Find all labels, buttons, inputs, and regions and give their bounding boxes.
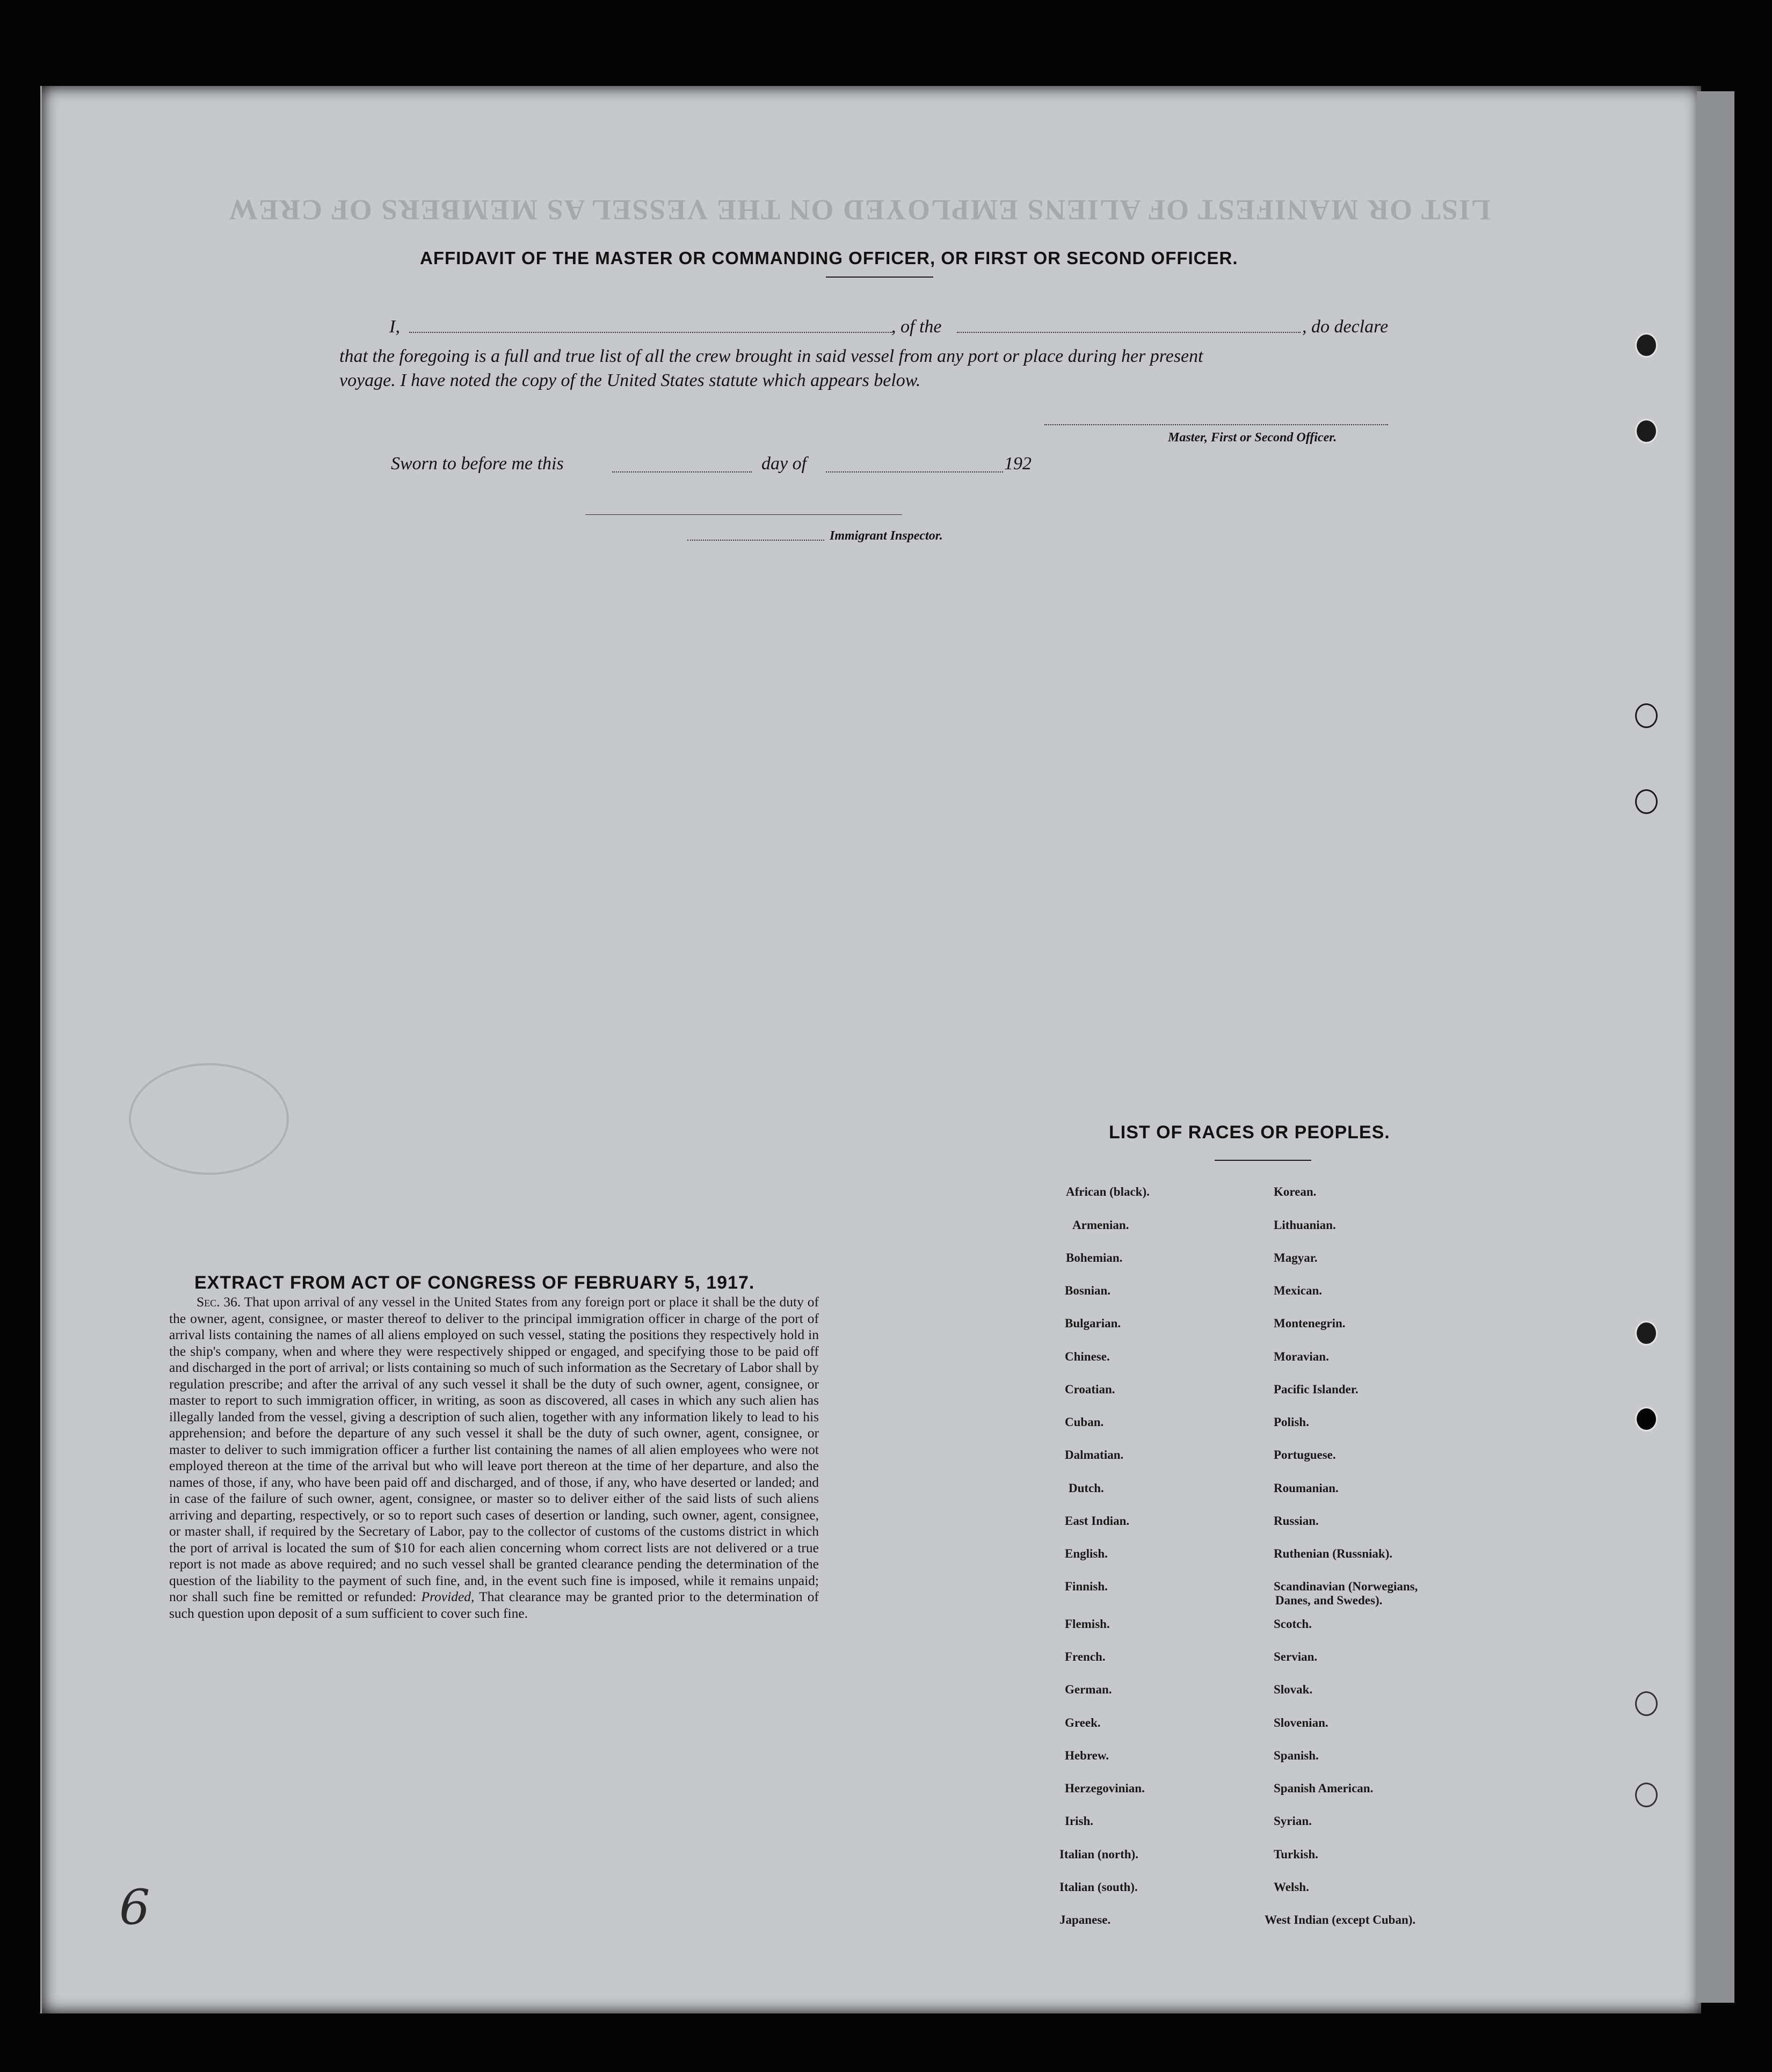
race-item: Bulgarian. — [1065, 1317, 1121, 1330]
extract-title: EXTRACT FROM ACT OF CONGRESS OF FEBRUARY 5, 1917. — [194, 1273, 755, 1293]
handwritten-mark: 6 — [119, 1879, 150, 1936]
race-item: Croatian. — [1065, 1383, 1115, 1396]
section-label: Sec. 36. — [197, 1294, 241, 1310]
race-item: Japanese. — [1059, 1913, 1111, 1926]
race-item: Russian. — [1274, 1514, 1319, 1528]
binder-hole — [1635, 703, 1658, 728]
faded-stamp — [129, 1063, 289, 1175]
race-item: Roumanian. — [1274, 1481, 1339, 1495]
race-item: German. — [1065, 1683, 1112, 1696]
signature-blank — [1044, 424, 1388, 425]
affidavit-line2: that the foregoing is a full and true list of all the crew brought in said vessel from any port or place during her present — [339, 346, 1203, 366]
inspector-blank — [585, 514, 902, 515]
race-item: Slovenian. — [1274, 1716, 1328, 1729]
binder-hole — [1635, 1321, 1658, 1346]
affidavit-title: AFFIDAVIT OF THE MASTER OR COMMANDING OFFICER, OR FIRST OR SECOND OFFICER. — [420, 248, 1238, 268]
binder-hole — [1635, 1783, 1658, 1807]
race-item: Ruthenian (Russniak). — [1274, 1547, 1393, 1560]
race-item: Portuguese. — [1274, 1448, 1336, 1462]
race-item: Bosnian. — [1065, 1284, 1111, 1297]
race-item: Scandinavian (Norwegians, — [1274, 1580, 1418, 1593]
race-item: West Indian (except Cuban). — [1265, 1913, 1416, 1926]
sworn-month-blank — [826, 471, 1003, 472]
bleed-through-title: LIST OR MANIFEST OF ALIENS EMPLOYED ON THE VESSEL AS MEMBERS OF CREW — [228, 194, 1491, 226]
statute-body: That upon arrival of any vessel in the United States from any foreign port or place it shall be the duty of the owner, agent, consignee, or master thereof to deliver to the principal immigration officer in charge of the port of arrival lists containing the names of all aliens employed on such vessel, stating the positions they respectively hold in the ship's company, when and where they were respectively shipped or engaged, and specifying those to be paid off and discharged in the port of arrival; or lists containing so much of such information as the Secretary of Labor shall by regulation prescribe; and after the arrival of any such vessel it shall be the duty of such owner, agent, consignee, or master to report to such immigration officer, in writing, as soon as discovered, all cases in which any such alien has illegally landed from the vessel, giving a description of such alien, together with any information likely to lead to his apprehension; and before the departure of any such vessel it shall be the duty of such owner, agent, consignee, or master to deliver to such immigration officer a further list containing the names of all alien employees who were not employed thereon at the time of the arrival but who will leave port thereon at the time of her departure, and also the names of those, if any, who have been paid off and discharged, and of those, if any, who have deserted or landed; and in case of the failure of such owner, agent, consignee, or master so to deliver either of the said lists of such aliens arriving and departing, respectively, or so to report such cases of desertion or landing, such owner, agent, consignee, or master shall, if required by the Secretary of Labor, pay to the collector of customs of the customs district in which the port of arrival is located the sum of $10 for each alien concerning whom correct lists are not delivered or a true report is not made as above required; and no such vessel shall be granted clearance pending the determination of the question of the liability to the payment of such fine, and, in the event such fine is imposed, while it remains unpaid; nor shall such fine be remitted or refunded: — [169, 1294, 819, 1604]
race-item: Flemish. — [1065, 1617, 1110, 1631]
race-item: East Indian. — [1065, 1514, 1130, 1528]
statute-body-end: That clearance may be granted prior to the determination of such question upon deposit of a sum sufficient to cover such fine. — [169, 1589, 819, 1621]
inspector-caption: Immigrant Inspector. — [830, 529, 943, 543]
race-item: African (black). — [1066, 1185, 1150, 1198]
affidavit-of-the: , of the — [891, 317, 942, 337]
race-item: Montenegrin. — [1274, 1317, 1346, 1330]
binder-hole — [1635, 789, 1658, 814]
race-item: Hebrew. — [1065, 1749, 1109, 1762]
name-blank — [409, 332, 892, 333]
race-item: English. — [1065, 1547, 1108, 1560]
race-item: Cuban. — [1065, 1415, 1104, 1429]
race-item: French. — [1065, 1650, 1106, 1663]
race-item: Scotch. — [1274, 1617, 1312, 1631]
inspector-dots — [687, 540, 824, 541]
vessel-blank — [957, 332, 1301, 333]
race-item: Dutch. — [1069, 1481, 1104, 1495]
race-item: Italian (south). — [1059, 1880, 1138, 1894]
race-item: Korean. — [1274, 1185, 1317, 1198]
provided-label: Provided, — [421, 1589, 475, 1604]
race-item: Dalmatian. — [1065, 1448, 1124, 1462]
race-item: Irish. — [1065, 1814, 1094, 1828]
race-item: Chinese. — [1065, 1350, 1110, 1363]
affidavit-do-declare: , do declare — [1302, 317, 1389, 337]
race-item: Pacific Islander. — [1274, 1383, 1359, 1396]
races-title: LIST OF RACES OR PEOPLES. — [1109, 1122, 1390, 1143]
race-item: Slovak. — [1274, 1683, 1313, 1696]
races-title-rule — [1215, 1160, 1311, 1161]
affidavit-i-label: I, — [389, 317, 400, 337]
sworn-day-blank — [612, 471, 752, 472]
title-rule — [826, 277, 933, 278]
race-item: Lithuanian. — [1274, 1218, 1336, 1232]
race-item-continuation: Danes, and Swedes). — [1275, 1594, 1383, 1607]
race-item: Bohemian. — [1066, 1251, 1123, 1264]
signature-caption: Master, First or Second Officer. — [1168, 431, 1337, 445]
race-item: Spanish. — [1274, 1749, 1319, 1762]
binder-hole — [1635, 1407, 1658, 1431]
race-item: Turkish. — [1274, 1848, 1318, 1861]
race-item: Spanish American. — [1274, 1782, 1374, 1795]
page-edge — [1697, 91, 1734, 2003]
sworn-year: 192 — [1004, 454, 1032, 474]
race-item: Polish. — [1274, 1415, 1309, 1429]
race-item: Finnish. — [1065, 1580, 1108, 1593]
race-item: Moravian. — [1274, 1350, 1329, 1363]
sworn-label: Sworn to before me this — [391, 454, 564, 474]
binder-hole — [1635, 333, 1658, 358]
race-item: Armenian. — [1072, 1218, 1129, 1232]
binder-hole — [1635, 1691, 1658, 1716]
race-item: Italian (north). — [1059, 1848, 1138, 1861]
race-item: Magyar. — [1274, 1251, 1318, 1264]
race-item: Herzegovinian. — [1065, 1782, 1145, 1795]
race-item: Welsh. — [1274, 1880, 1309, 1894]
statute-text — [169, 1294, 819, 1622]
race-item: Servian. — [1274, 1650, 1318, 1663]
race-item: Syrian. — [1274, 1814, 1312, 1828]
race-item: Greek. — [1065, 1716, 1101, 1729]
race-item: Mexican. — [1274, 1284, 1323, 1297]
day-of-label: day of — [761, 454, 807, 474]
affidavit-line3: voyage. I have noted the copy of the United States statute which appears below. — [339, 370, 921, 390]
binder-hole — [1635, 419, 1658, 444]
